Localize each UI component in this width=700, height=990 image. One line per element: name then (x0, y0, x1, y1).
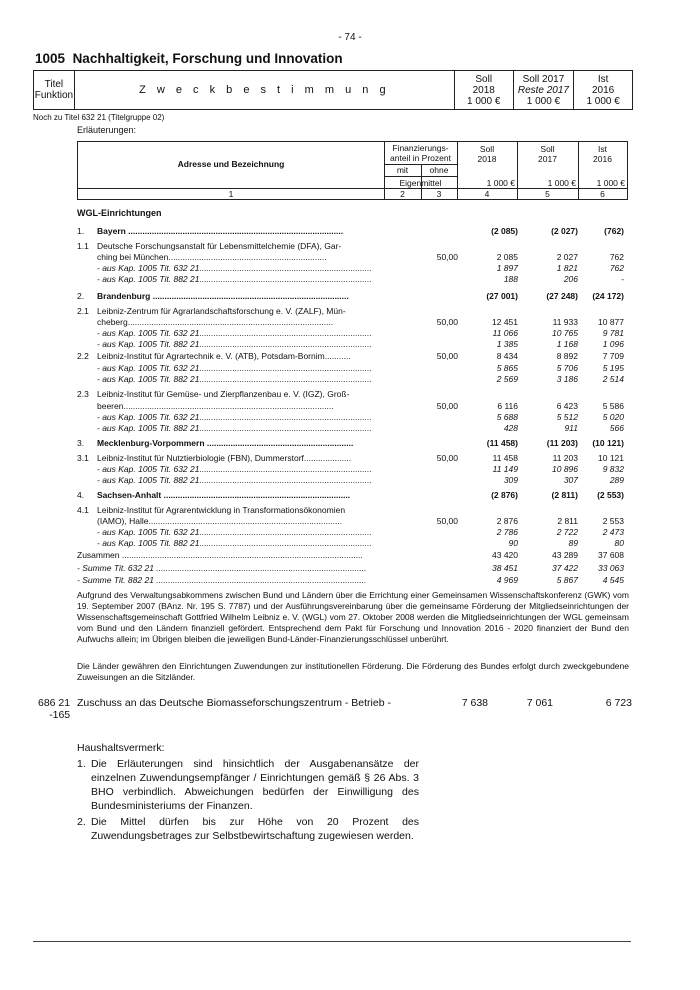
header-soll-2018: Soll 2018 1 000 € (454, 71, 513, 109)
row-value: 10 765 (552, 328, 578, 338)
row-value: 6 116 (497, 401, 518, 411)
row-value: 188 (503, 274, 518, 284)
erlaeuterungen-label: Erläuterungen: (77, 125, 137, 135)
row-value: 1 897 (496, 263, 518, 273)
row-value: 10 121 (598, 453, 624, 463)
row-value: 11 149 (492, 464, 518, 474)
row-label: Zusammen ...................................................................................................... (77, 550, 363, 560)
row-value: 43 420 (492, 550, 518, 560)
row-label: - aus Kap. 1005 Tit. 882 21......................................................................... (97, 339, 372, 349)
row-label: Leibniz-Institut für Nutztierbiologie (FBN), Dummerstorf.................... (97, 453, 352, 463)
haushaltsvermerk-title: Haushaltsvermerk: (77, 742, 165, 754)
row-finanzierungsanteil: 50,00 (436, 453, 458, 463)
row-label: - aus Kap. 1005 Tit. 632 21......................................................................... (97, 527, 372, 537)
titel-686-soll17: 7 061 (526, 697, 553, 709)
row-value: 762 (609, 252, 624, 262)
header-zweckbestimmung: Z w e c k b e s t i m m u n g (74, 71, 454, 109)
row-label: - aus Kap. 1005 Tit. 632 21......................................................................... (97, 263, 372, 273)
row-value: 762 (609, 263, 624, 273)
inner-header-unit-3: 1 000 € (596, 178, 625, 188)
row-label: - aus Kap. 1005 Tit. 632 21......................................................................... (97, 412, 372, 422)
row-value: 2 876 (496, 516, 518, 526)
header-soll-2017: Soll 2017 Reste 2017 1 000 € (513, 71, 574, 109)
row-value: 1 821 (556, 263, 578, 273)
row-value: 9 832 (602, 464, 624, 474)
row-number: 1. (77, 226, 85, 236)
row-value: 2 027 (556, 252, 578, 262)
section-title: 1005 Nachhaltigkeit, Forschung und Innovation (35, 51, 343, 66)
inner-header-fin2: anteil in Prozent (390, 153, 451, 163)
titel-686-number: 686 21 -165 (38, 697, 71, 721)
row-number: 2. (77, 291, 85, 301)
haushaltsvermerk-item-1: 1. Die Erläuterungen sind hinsichtlich der Ausgabenansätze der einzelnen Zuwendungsempfänger / Einrichtungen gemäß § 26 Abs. 3 BHO verbindlich. Abweichungen bedürfen der Einwilligung des Bundesministeriums der Finanzen. (77, 758, 419, 812)
row-value: 1 096 (602, 339, 624, 349)
inner-header-table (77, 141, 628, 200)
row-value: 1 168 (556, 339, 578, 349)
row-label: Deutsche Forschungsanstalt für Lebensmittelchemie (DFA), Gar- (97, 241, 342, 251)
row-value: 566 (609, 423, 624, 433)
row-value: 2 085 (496, 252, 518, 262)
row-value: 307 (563, 475, 578, 485)
row-value: 43 289 (552, 550, 578, 560)
inner-header-ohne: ohne (429, 165, 449, 175)
row-label: - aus Kap. 1005 Tit. 882 21......................................................................... (97, 423, 372, 433)
row-value: 4 969 (496, 575, 518, 585)
row-value: (11 203) (546, 438, 578, 448)
inner-header-ist16: Ist 2016 (593, 144, 612, 164)
row-value: (2 085) (491, 226, 518, 236)
inner-header-mit: mit (396, 165, 409, 175)
row-value: 428 (503, 423, 518, 433)
note-titelgruppe: Noch zu Titel 632 21 (Titelgruppe 02) (33, 113, 165, 122)
row-value: 2 811 (557, 516, 578, 526)
row-value: 89 (568, 538, 578, 548)
row-label: - Summe Tit. 632 21 ......................................................................................... (77, 563, 367, 573)
row-label: - aus Kap. 1005 Tit. 882 21......................................................................... (97, 374, 372, 384)
row-value: 5 512 (556, 412, 578, 422)
row-value: 1 385 (496, 339, 518, 349)
col-num-1: 1 (228, 189, 234, 199)
row-value: 2 553 (602, 516, 624, 526)
inner-header-soll18: Soll 2018 (477, 144, 497, 164)
footer-rule (33, 941, 631, 942)
row-label: Bayern ........................................................................................... (97, 226, 344, 236)
row-label: - Summe Tit. 882 21 ......................................................................................... (77, 575, 367, 585)
inner-header-address: Adresse und Bezeichnung (177, 159, 285, 169)
col-num-3: 3 (436, 189, 442, 199)
col-num-6: 6 (600, 189, 605, 199)
row-finanzierungsanteil: 50,00 (436, 252, 458, 262)
header-ist-2016: Ist 2016 1 000 € (573, 71, 632, 109)
row-value: (10 121) (592, 438, 624, 448)
row-value: 2 569 (496, 374, 518, 384)
col-num-4: 4 (484, 189, 490, 199)
row-value: 2 514 (602, 374, 624, 384)
row-value: 10 896 (552, 464, 578, 474)
row-number: 2.2 (77, 351, 89, 361)
wgl-heading: WGL-Einrichtungen (77, 208, 162, 218)
row-value: 2 722 (556, 527, 578, 537)
page-number: - 74 - (338, 32, 362, 43)
row-value: (2 553) (597, 490, 624, 500)
col-num-2: 2 (400, 189, 405, 199)
inner-header-unit-1: 1 000 € (486, 178, 515, 188)
row-value: (762) (604, 226, 624, 236)
row-value: 37 608 (598, 550, 624, 560)
row-value: - (621, 274, 624, 284)
row-value: (11 458) (486, 438, 518, 448)
row-label: - aus Kap. 1005 Tit. 632 21......................................................................... (97, 464, 372, 474)
explanation-paragraph-1: Aufgrund des Verwaltungsabkommens zwischen Bund und Ländern über die Errichtung einer Gemeinsamen Wissenschaftskonferenz (GWK) vom 19. September 2007 (BAnz. Nr. 195 S. 7787) und der Ausführungsvereinbarung über die gemeinsame Förderung der Mitgliedseinrichtungen der Wissenschaftsgemeinschaft Gottfried Wilhelm Leibniz e. V. (WGL) vom 27. Oktober 2008 werden die Mitgliedseinrichtungen der WGL gemeinsam vom Bund und den Ländern finanziell gefördert. Entsprechend dem Pakt für Forschung und Innovation 2016 - 2020 finanziert der Bund den Aufwuchs allein; im Übrigen bleiben die jeweiligen Bund-Länder-Finanzierungsschlüssel unberührt. (77, 590, 629, 644)
row-number: 2.3 (77, 389, 89, 399)
row-value: 33 063 (598, 563, 624, 573)
row-label: Leibniz-Zentrum für Agrarlandschaftsforschung e. V. (ZALF), Mün- (97, 306, 346, 316)
row-value: 5 020 (602, 412, 624, 422)
inner-header-unit-2: 1 000 € (547, 178, 576, 188)
row-value: 5 586 (602, 401, 624, 411)
row-value: 6 423 (556, 401, 578, 411)
row-value: 8 434 (496, 351, 518, 361)
row-label: cheberg....................................................................................... (97, 317, 334, 327)
row-value: 911 (564, 423, 578, 433)
row-label: (IAMO), Halle.................................................................................. (97, 516, 343, 526)
row-number: 1.1 (77, 241, 89, 251)
inner-header-eigen: Eigenmittel (399, 178, 442, 188)
row-label: - aus Kap. 1005 Tit. 882 21......................................................................... (97, 475, 372, 485)
row-number: 4. (77, 490, 85, 500)
row-value: 38 451 (492, 563, 518, 573)
row-label: - aus Kap. 1005 Tit. 882 21......................................................................... (97, 538, 372, 548)
row-value: 4 545 (602, 575, 624, 585)
inner-header-soll17: Soll 2017 (538, 144, 557, 164)
row-number: 3. (77, 438, 85, 448)
row-value: 11 933 (552, 317, 578, 327)
row-value: (2 811) (551, 490, 578, 500)
row-label: beeren......................................................................................... (97, 401, 334, 411)
row-value: 8 892 (556, 351, 578, 361)
row-value: (27 001) (486, 291, 518, 301)
row-value: 206 (563, 274, 578, 284)
row-value: 11 066 (492, 328, 518, 338)
header-titel-funktion: Titel Funktion (34, 79, 74, 101)
row-value: 10 877 (598, 317, 624, 327)
row-label: Leibniz-Institut für Gemüse- und Zierpflanzenbau e. V. (IGZ), Groß- (97, 389, 350, 399)
row-finanzierungsanteil: 50,00 (436, 317, 458, 327)
row-label: Brandenburg ................................................................................... (97, 291, 349, 301)
row-label: - aus Kap. 1005 Tit. 632 21......................................................................... (97, 363, 372, 373)
row-value: 9 781 (602, 328, 624, 338)
row-value: 2 786 (496, 527, 518, 537)
inner-header-fin1: Finanzierungs- (392, 143, 449, 153)
row-value: 7 709 (602, 351, 624, 361)
row-value: 80 (614, 538, 624, 548)
row-value: 37 422 (552, 563, 578, 573)
titel-686-ist16: 6 723 (605, 697, 632, 709)
main-header-table (33, 70, 633, 110)
row-value: 2 473 (602, 527, 624, 537)
row-label: - aus Kap. 1005 Tit. 882 21......................................................................... (97, 274, 372, 284)
row-value: (2 027) (551, 226, 578, 236)
row-value: 11 458 (492, 453, 518, 463)
row-value: 5 195 (602, 363, 624, 373)
haushaltsvermerk-item-2: 2. Die Mittel dürfen bis zur Höhe von 20 Prozent des Zuwendungsbetrages zur Selbstbewirtschaftung zugewiesen werden. (77, 816, 419, 842)
row-value: 90 (508, 538, 518, 548)
row-label: Sachsen-Anhalt ............................................................................... (97, 490, 351, 500)
row-value: 5 865 (496, 363, 518, 373)
row-label: Mecklenburg-Vorpommern .............................................................. (97, 438, 354, 448)
row-finanzierungsanteil: 50,00 (436, 351, 458, 361)
titel-686-soll18: 7 638 (461, 697, 488, 709)
row-label: ching bei München................................................................... (97, 252, 327, 262)
row-value: 5 688 (496, 412, 518, 422)
explanation-paragraph-2: Die Länder gewähren den Einrichtungen Zuwendungen zur institutionellen Förderung. Die Förderung des Bundes erfolgt durch zweckgebundene Zuweisungen an die Sitzländer. (77, 661, 629, 682)
row-value: 11 203 (552, 453, 578, 463)
row-value: (24 172) (592, 291, 624, 301)
col-num-5: 5 (545, 189, 550, 199)
titel-686-text: Zuschuss an das Deutsche Biomasseforschungszentrum - Betrieb - (77, 697, 391, 709)
row-number: 2.1 (77, 306, 89, 316)
row-value: 5 867 (556, 575, 578, 585)
row-number: 3.1 (77, 453, 89, 463)
row-finanzierungsanteil: 50,00 (436, 516, 458, 526)
row-label: - aus Kap. 1005 Tit. 632 21......................................................................... (97, 328, 372, 338)
row-value: (2 876) (491, 490, 518, 500)
row-label: Leibniz-Institut für Agrarentwicklung in Transformationsökonomien (97, 505, 346, 515)
row-label: Leibniz-Institut für Agrartechnik e. V. (ATB), Potsdam-Bornim........... (97, 351, 351, 361)
row-value: 5 706 (556, 363, 578, 373)
row-finanzierungsanteil: 50,00 (436, 401, 458, 411)
row-value: (27 248) (546, 291, 578, 301)
row-number: 4.1 (77, 505, 89, 515)
row-value: 309 (503, 475, 518, 485)
row-value: 12 451 (492, 317, 518, 327)
row-value: 289 (609, 475, 624, 485)
row-value: 3 186 (556, 374, 578, 384)
